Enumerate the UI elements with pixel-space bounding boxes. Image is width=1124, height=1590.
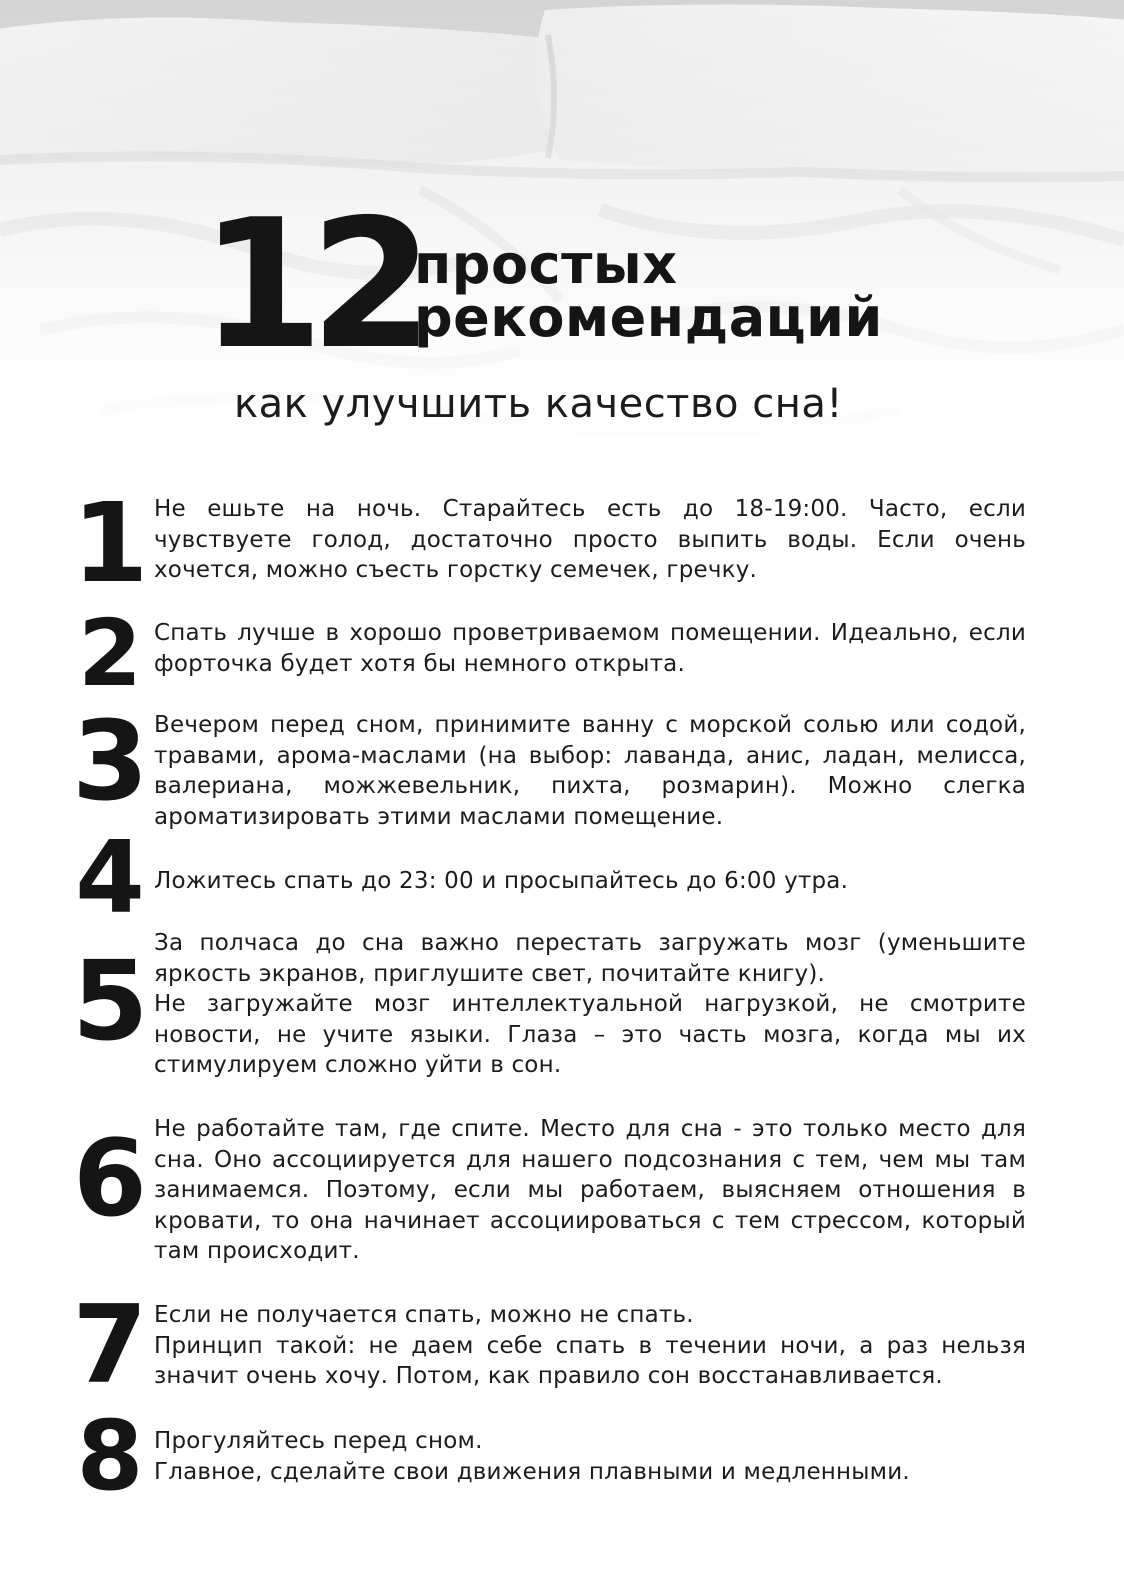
- tip-paragraph: Если не получается спать, можно не спать.: [154, 1302, 694, 1328]
- tip-paragraph: За полчаса до сна важно перестать загружать мозг (уменьшите яркость экранов, приглушите свет, почитайте книгу).: [154, 930, 1026, 987]
- hero-banner: [0, 0, 1124, 478]
- hero-title-block: [0, 0, 1124, 478]
- tip-paragraph: Не ешьте на ночь. Старайтесь есть до 18-19:00. Часто, если чувствуете голод, достаточно просто выпить воды. Если очень хочется, можно съесть горстку семечек, гречку.: [154, 496, 1026, 583]
- tip-text: [154, 710, 1026, 832]
- hero-big-number: 12: [200, 181, 420, 388]
- tip-number: 7: [72, 1283, 148, 1408]
- tip-paragraph: Спать лучше в хорошо проветриваемом помещении. Идеально, если форточка будет хотя бы немного открыта.: [154, 620, 1026, 677]
- tip-number: 1: [72, 479, 149, 607]
- tip-paragraph: Принцип такой: не даем себе спать в течении ночи, а раз нельзя значит очень хочу. Потом, как правило сон восстанавливается.: [154, 1332, 1026, 1389]
- tip-number: 2: [77, 600, 142, 707]
- tip-number: 4: [75, 819, 145, 936]
- tip-paragraph: Прогуляйтесь перед сном.: [154, 1428, 483, 1454]
- hero-title-line2: рекомендаций: [414, 286, 883, 349]
- tip-paragraph: Ложитесь спать до 23: 00 и просыпайтесь до 6:00 утра.: [154, 868, 849, 894]
- tip-text: [154, 866, 1026, 897]
- tip-text: [154, 1114, 1026, 1267]
- tip-text: [154, 1426, 1026, 1487]
- tip-text: [154, 494, 1026, 586]
- tip-text: [154, 928, 1026, 1081]
- tip-number: 6: [73, 1117, 147, 1240]
- tip-paragraph: Главное, сделайте свои движения плавными и медленными.: [154, 1458, 910, 1485]
- tip-paragraph: Не загружайте мозг интеллектуальной нагрузкой, не смотрите новости, не учите языки. Глаза – это часть мозга, когда мы их стимулируем сложно уйти в сон.: [154, 991, 1026, 1078]
- hero-title-line1: простых: [414, 233, 678, 296]
- tip-number: 8: [76, 1400, 144, 1512]
- tip-text: [154, 618, 1026, 679]
- tip-paragraph: Не работайте там, где спите. Место для сна - это только место для сна. Оно ассоциируется для нашего подсознания с тем, чем мы там занимаемся. Поэтому, если мы работаем, выясняем отношения в кровати, то она начинает ассоциироваться с тем стрессом, который там происходит.: [154, 1116, 1026, 1264]
- tip-number: 5: [72, 937, 149, 1065]
- tip-number: 3: [72, 697, 149, 825]
- tip-paragraph: Вечером перед сном, принимите ванну с морской солью или содой, травами, арома-маслами (на выбор: лаванда, анис, ладан, мелисса, валериана, можжевельник, пихта, розмарин). Можно слегка ароматизировать этими маслами помещение.: [154, 712, 1026, 830]
- hero-subtitle: как улучшить качество сна!: [234, 381, 843, 427]
- tip-text: [154, 1300, 1026, 1392]
